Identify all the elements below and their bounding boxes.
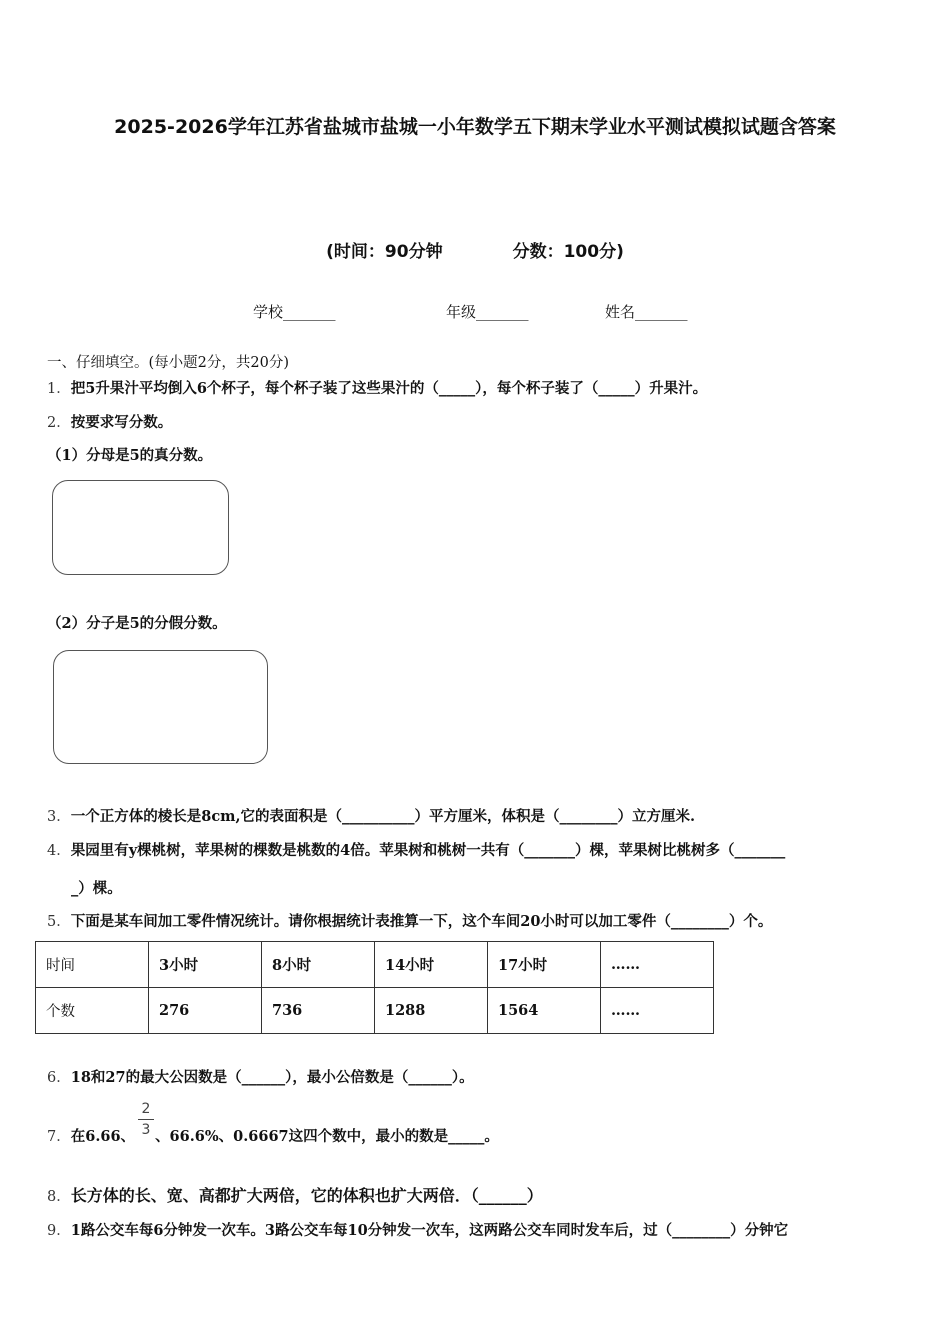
- question-2: [47, 411, 172, 432]
- question-text: 1路公交车每6分钟发一次车。3路公交车每10分钟发一次车，这两路公交车同时发车后，过（________）分钟它: [70, 1222, 789, 1239]
- table-row: [36, 942, 714, 988]
- question-3: [47, 805, 695, 826]
- question-8: [47, 1183, 543, 1206]
- table-cell: 14小时: [375, 942, 488, 988]
- question-number: 1．: [47, 381, 71, 397]
- fraction-numerator: 2: [141, 1101, 151, 1117]
- question-text-pre: 在6.66、: [70, 1128, 136, 1145]
- table-cell: ……: [601, 988, 714, 1034]
- exam-score: 分数：100分): [512, 242, 624, 262]
- question-text: 果园里有y棵桃树，苹果树的棵数是桃数的4倍。苹果树和桃树一共有（_______）棵，苹果树比桃树多（_______: [70, 842, 786, 859]
- question-number: 8．: [47, 1189, 71, 1205]
- question-5: [47, 910, 772, 931]
- question-number: 6．: [47, 1070, 71, 1086]
- table-cell: 时间: [36, 942, 149, 988]
- question-9: [47, 1219, 788, 1240]
- table-cell: 1564: [488, 988, 601, 1034]
- table-cell: 17小时: [488, 942, 601, 988]
- table-cell: 276: [149, 988, 262, 1034]
- table-cell: 736: [262, 988, 375, 1034]
- question-number: 3．: [47, 809, 71, 825]
- exam-time: (时间：90分钟: [326, 242, 443, 262]
- table-row: [36, 988, 714, 1034]
- question-1: [47, 377, 707, 398]
- question-number: 5．: [47, 914, 71, 930]
- section-heading: 一、仔细填空。(每小题2分，共20分): [47, 355, 289, 371]
- exam-meta: [0, 237, 950, 262]
- table-cell: 3小时: [149, 942, 262, 988]
- question-text-post: 、66.6%、0.6667这四个数中，最小的数是_____。: [155, 1128, 499, 1145]
- question-2-part-1: （1）分母是5的真分数。: [47, 447, 213, 464]
- question-4-continued: _）棵。: [71, 880, 122, 897]
- stats-table: [35, 941, 714, 1034]
- question-text: 下面是某车间加工零件情况统计。请你根据统计表推算一下，这个车间20小时可以加工零件（________）个。: [70, 913, 773, 930]
- question-7: [47, 1125, 499, 1146]
- table-cell: 个数: [36, 988, 149, 1034]
- question-6: [47, 1066, 474, 1087]
- question-text: 按要求写分数。: [70, 414, 173, 431]
- fraction-denominator: 3: [141, 1122, 151, 1138]
- grade-field[interactable]: 年级_______: [446, 303, 529, 321]
- question-text: 18和27的最大公因数是（______），最小公倍数是（______）。: [70, 1069, 474, 1086]
- question-text: 长方体的长、宽、高都扩大两倍，它的体积也扩大两倍．（______）: [70, 1186, 543, 1205]
- question-number: 2．: [47, 415, 71, 431]
- name-field[interactable]: 姓名_______: [605, 303, 688, 321]
- question-number: 9．: [47, 1223, 71, 1239]
- table-cell: ……: [601, 942, 714, 988]
- question-text: 把5升果汁平均倒入6个杯子，每个杯子装了这些果汁的（_____），每个杯子装了（_____）升果汁。: [70, 380, 708, 397]
- question-text: 一个正方体的棱长是8cm,它的表面积是（__________）平方厘米，体积是（________）立方厘米.: [70, 808, 696, 825]
- question-number: 4．: [47, 843, 71, 859]
- answer-box-2[interactable]: [53, 650, 268, 764]
- question-number: 7．: [47, 1129, 71, 1145]
- answer-box-1[interactable]: [52, 480, 229, 575]
- question-2-part-2: （2）分子是5的分假分数。: [47, 615, 227, 632]
- table-cell: 1288: [375, 988, 488, 1034]
- school-field[interactable]: 学校_______: [253, 303, 336, 321]
- table-cell: 8小时: [262, 942, 375, 988]
- page-title: 2025-2026学年江苏省盐城市盐城一小年数学五下期末学业水平测试模拟试题含答案: [114, 116, 836, 138]
- question-4: [47, 839, 785, 860]
